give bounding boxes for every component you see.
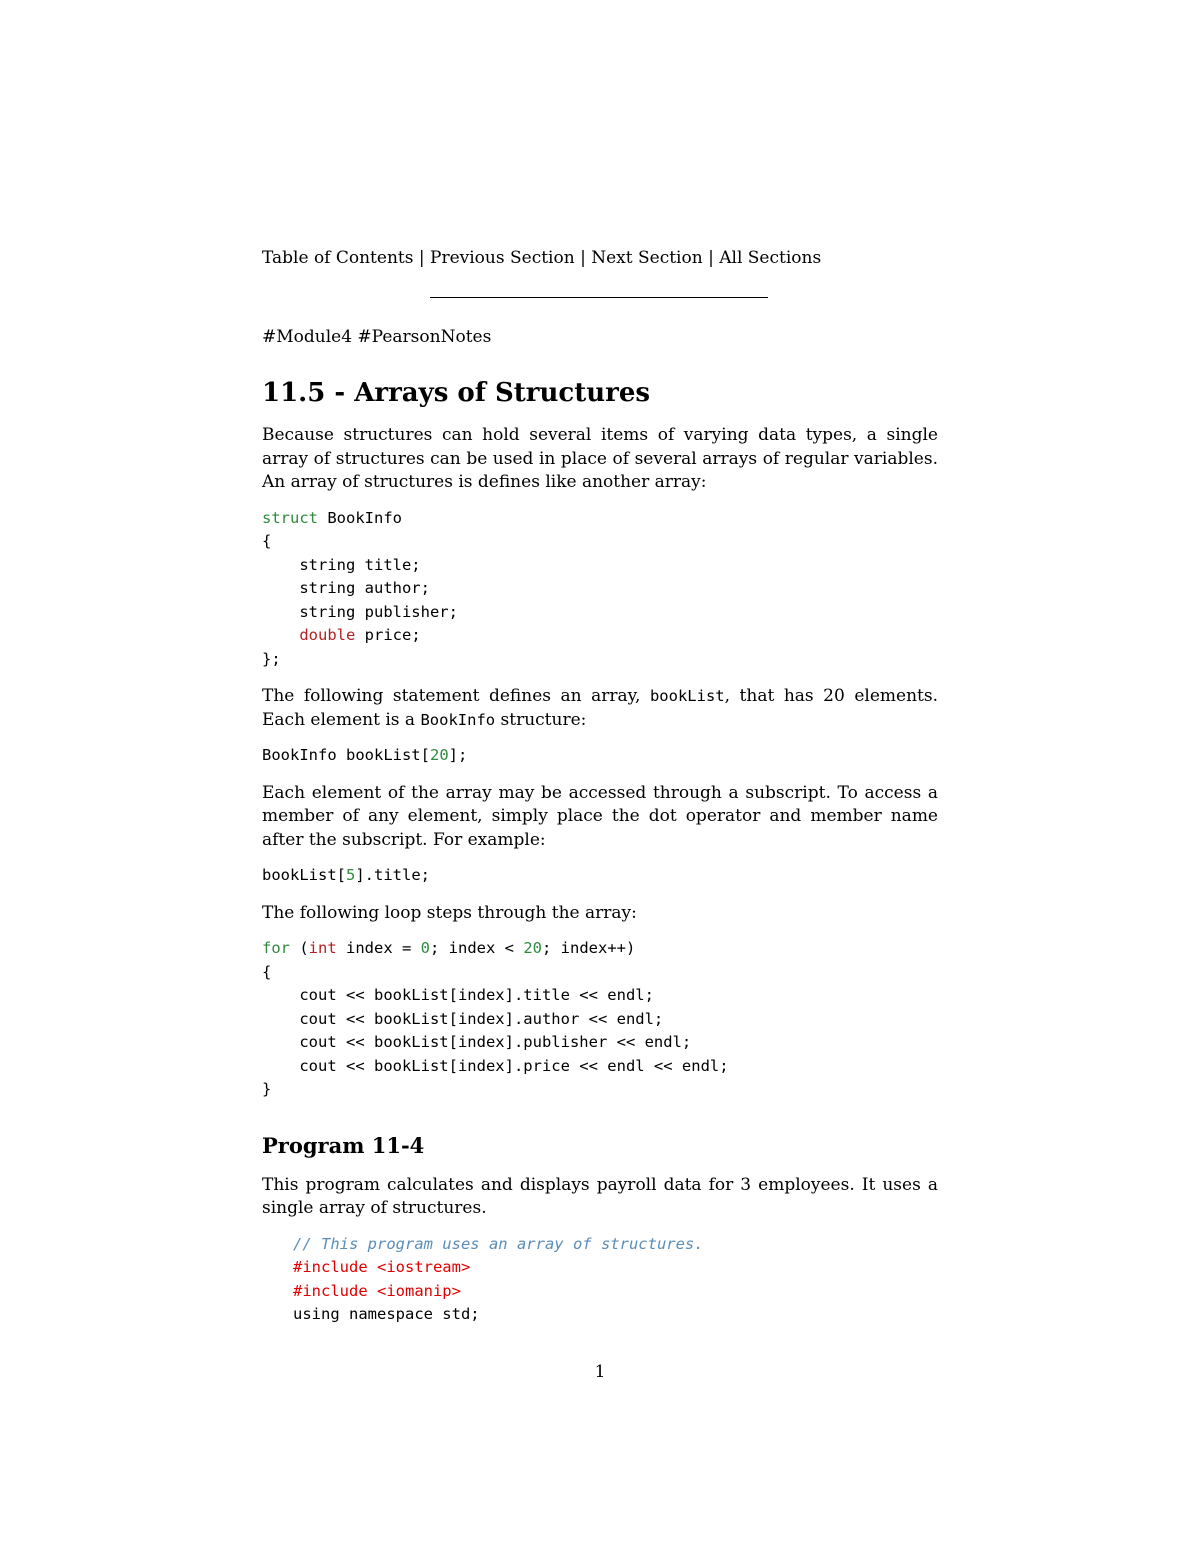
code-keyword: int bbox=[308, 939, 337, 957]
code-comment: // This program uses an array of structures. bbox=[293, 1234, 704, 1253]
toc-link[interactable]: Table of Contents bbox=[262, 248, 414, 268]
code-text: BookInfo bbox=[318, 508, 402, 527]
horizontal-rule bbox=[430, 297, 768, 298]
code-text: ( bbox=[290, 939, 309, 957]
code-number: 20 bbox=[523, 939, 543, 957]
code-text: string author; bbox=[262, 579, 430, 597]
code-number: 20 bbox=[429, 746, 449, 764]
section-navigation bbox=[262, 245, 938, 271]
code-text: } bbox=[262, 1080, 272, 1098]
code-block-loop bbox=[262, 937, 938, 1102]
code-keyword: struct bbox=[262, 508, 318, 527]
code-number: 0 bbox=[420, 939, 431, 957]
code-text bbox=[262, 626, 299, 644]
code-preprocessor: #include <iomanip> bbox=[293, 1281, 461, 1300]
loop-paragraph: The following loop steps through the array: bbox=[262, 902, 637, 923]
code-text: }; bbox=[262, 649, 281, 668]
code-text: string publisher; bbox=[262, 602, 458, 621]
code-block-access bbox=[262, 864, 938, 888]
code-text: { bbox=[262, 962, 272, 981]
code-text: { bbox=[262, 532, 272, 550]
text-run: , that has 20 elements. Each element is a bbox=[262, 686, 938, 730]
text-run: structure: bbox=[495, 709, 587, 730]
code-text: bookList[ bbox=[262, 866, 346, 884]
nav-separator: | bbox=[708, 248, 714, 268]
code-text: cout << bookList[index].price << endl << endl; bbox=[262, 1056, 729, 1075]
nav-separator: | bbox=[580, 248, 586, 268]
code-keyword: double bbox=[299, 626, 356, 644]
code-text: index = bbox=[336, 939, 421, 957]
code-block-declaration bbox=[262, 744, 938, 768]
code-text: price; bbox=[355, 626, 421, 644]
code-text: BookInfo bookList[ bbox=[262, 746, 430, 764]
text-run: The following statement defines an array, bbox=[262, 686, 650, 706]
array-definition-paragraph bbox=[262, 685, 938, 732]
code-keyword: for bbox=[262, 939, 290, 957]
code-preprocessor: #include <iostream> bbox=[293, 1258, 471, 1276]
program-description: This program calculates and displays payroll data for 3 employees. It uses a single array of structures. bbox=[262, 1174, 938, 1218]
code-number: 5 bbox=[346, 866, 356, 884]
code-text: ].title; bbox=[355, 866, 430, 884]
previous-section-link[interactable]: Previous Section bbox=[430, 248, 575, 268]
intro-paragraph: Because structures can hold several items of varying data types, a single array of structures can be used in place of several arrays of regular variables. An array of structures is defines like another array: bbox=[262, 425, 938, 492]
code-text: cout << bookList[index].author << endl; bbox=[262, 1009, 664, 1028]
document-page bbox=[262, 245, 938, 1327]
next-section-link[interactable]: Next Section bbox=[591, 248, 703, 268]
code-block-struct bbox=[262, 507, 938, 672]
code-text: ]; bbox=[448, 746, 468, 764]
code-text: ; index < bbox=[430, 939, 524, 957]
code-text: string title; bbox=[262, 555, 421, 574]
nav-separator: | bbox=[418, 248, 425, 268]
subscript-paragraph: Each element of the array may be accessed through a subscript. To access a member of any element, simply place the dot operator and member name after the subscript. For example: bbox=[262, 782, 938, 850]
code-text: ; index++) bbox=[542, 939, 636, 957]
inline-code: BookInfo bbox=[420, 710, 496, 729]
all-sections-link[interactable]: All Sections bbox=[719, 248, 822, 268]
page-number: 1 bbox=[594, 1362, 606, 1382]
code-text: using namespace std; bbox=[293, 1305, 480, 1323]
code-block-program bbox=[293, 1233, 938, 1327]
code-text: cout << bookList[index].title << endl; bbox=[262, 986, 654, 1004]
code-text: cout << bookList[index].publisher << endl; bbox=[262, 1033, 692, 1051]
tags-line: #Module4 #PearsonNotes bbox=[262, 327, 492, 347]
section-heading: 11.5 - Arrays of Structures bbox=[262, 378, 651, 408]
inline-code: bookList bbox=[649, 687, 725, 705]
program-heading: Program 11-4 bbox=[262, 1132, 425, 1158]
